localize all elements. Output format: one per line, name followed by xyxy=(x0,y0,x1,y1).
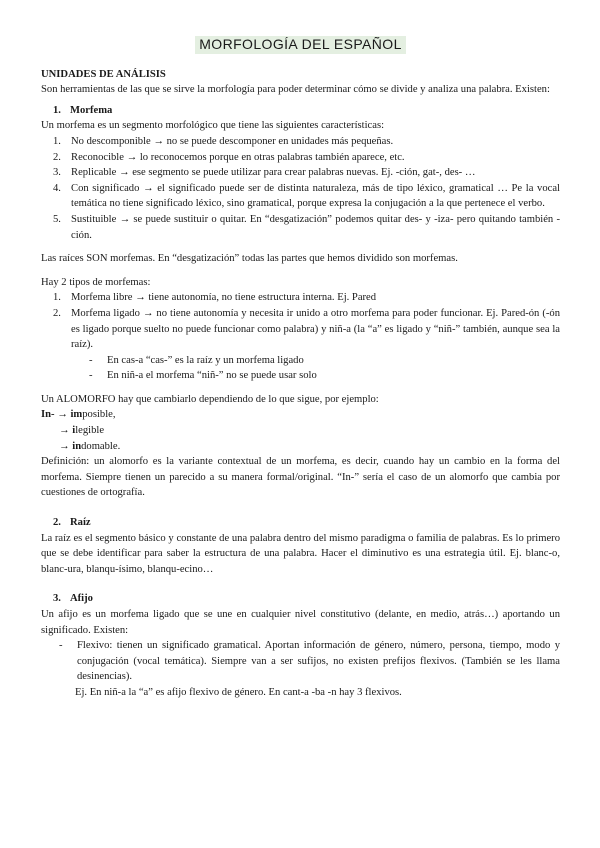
afijo-text: Un afijo es un morfema ligado que se une en cualquier nivel constitutivo (delante, en medio, atrás…) aportando un significado. Existen: xyxy=(41,609,560,636)
alomorfo-rest: posible, xyxy=(82,409,116,421)
list-number: 5. xyxy=(53,213,61,225)
alomorfo-label: In- xyxy=(41,409,55,421)
list-number: 2. xyxy=(53,307,61,319)
alomorfo-definicion: Definición: un alomorfo es la variante contextual de un morfema, es decir, cuando hay un cambio en la forma del morfema. Siempre tienen un parecido a su manera formal/original. “In-” sería el caso de un alomorfo que cambia por cuestiones de ortografía. xyxy=(41,456,560,499)
section-heading-afijo xyxy=(53,591,560,607)
list-text: No descomponible → no se puede descomponer en unidades más pequeñas. xyxy=(71,135,394,147)
document-page xyxy=(41,36,560,701)
morfema-intro: Un morfema es un segmento morfológico que tiene las siguientes características: xyxy=(41,120,385,132)
alomorfo-row xyxy=(41,423,560,439)
list-item xyxy=(53,290,560,306)
alomorfo-bold: im xyxy=(70,409,83,421)
tipos-intro: Hay 2 tipos de morfemas: xyxy=(41,276,151,288)
list-item xyxy=(53,181,560,212)
afijo-item-text: Flexivo: tienen un significado gramatical. Aportan información de género, número, persona, tiempo, modo y conjugación (vocal temática). Siempre van a ser sufijos, no existen prefijos flexivos. (También se les llama desinencias). xyxy=(77,640,560,683)
afijo-item xyxy=(41,638,560,685)
list-item xyxy=(53,212,560,243)
list-number: 1. xyxy=(53,292,61,304)
sub-item: - En cas-a “cas-” es la raíz y un morfema ligado xyxy=(89,353,560,369)
section-number: 1. xyxy=(53,104,61,116)
sub-item-text: En cas-a “cas-” es la raíz y un morfema ligado xyxy=(107,354,304,366)
list-number: 4. xyxy=(53,182,61,194)
dash-bullet: - xyxy=(59,640,63,652)
section-title: Raíz xyxy=(70,517,91,529)
raices-note: Las raíces SON morfemas. En “desgatización” todas las partes que hemos dividido son morfemas. xyxy=(41,253,458,265)
alomorfo-row xyxy=(41,407,560,423)
list-text: Replicable → ese segmento se puede utilizar para crear palabras nuevas. Ej. -ción, gat-, des- … xyxy=(71,167,476,179)
sub-item: - En niñ-a el morfema “niñ-” no se puede usar solo xyxy=(89,368,560,384)
alomorfo-row xyxy=(41,439,560,455)
section-title: Morfema xyxy=(70,104,113,116)
caracteristicas-list xyxy=(41,134,560,243)
alomorfo-rest: domable. xyxy=(81,440,121,452)
list-item xyxy=(53,134,560,150)
alomorfo-examples xyxy=(41,407,560,454)
list-number: 3. xyxy=(53,167,61,179)
arrow-icon: → xyxy=(59,440,70,452)
section-heading-raiz xyxy=(53,515,560,531)
list-text: Morfema libre → tiene autonomía, no tiene estructura interna. Ej. Pared xyxy=(71,292,377,304)
afijo-example: Ej. En niñ-a la “a” es afijo flexivo de género. En cant-a -ba -n hay 3 flexivos. xyxy=(75,686,402,698)
raiz-text: La raíz es el segmento básico y constante de una palabra dentro del mismo paradigma o familia de palabras. Es lo primero que se debe identificar para saber la estructura de una palabra. Hacer el diminutivo es una estrategia útil. Ej. blanc-o, blanc-ura, blanqu-ísimo, blanqu-ecino… xyxy=(41,532,560,575)
title-wrap xyxy=(41,36,560,55)
arrow-icon: → xyxy=(59,425,70,437)
list-text: Sustituible → se puede sustituir o quitar. En “desgatización” podemos quitar des- y -iza- pero quitando también -ción. xyxy=(71,213,560,241)
page-title: MORFOLOGÍA DEL ESPAÑOL xyxy=(195,36,406,54)
list-number: 1. xyxy=(53,135,61,147)
list-item xyxy=(53,150,560,166)
list-text: Reconocible → lo reconocemos porque en otras palabras también aparece, etc. xyxy=(71,151,405,163)
alomorfo-bold: in xyxy=(72,440,82,452)
tipos-list xyxy=(41,290,560,352)
list-text: Con significado → el significado puede ser de distinta naturaleza, más de tipo léxico, gramatical … Pe la vocal temática no tiene significado léxico, sino gramatical, porque expresa la conjugación a la que pertenece el verbo. xyxy=(71,182,560,210)
section-number: 2. xyxy=(53,517,61,529)
unidades-intro: Son herramientas de las que se sirve la morfología para poder determinar cómo se divide y analiza una palabra. Existen: xyxy=(41,84,550,96)
list-item xyxy=(53,306,560,353)
list-item xyxy=(53,165,560,181)
sub-item-text: En niñ-a el morfema “niñ-” no se puede usar solo xyxy=(107,370,317,382)
arrow-icon: → xyxy=(57,409,68,421)
list-text: Morfema ligado → no tiene autonomía y necesita ir unido a otro morfema para poder funcionar. Ej. Pared-ón (-ón es ligado porque suelto no puede funcionar como palabra) y niñ-a (la “a” es ligado y “niñ-” también, aunque sea la raíz). xyxy=(71,307,560,351)
section-title: Afijo xyxy=(70,593,93,605)
alomorfo-bold: i xyxy=(72,425,76,437)
alomorfo-intro: Un ALOMORFO hay que cambiarlo dependiendo de lo que sigue, por ejemplo: xyxy=(41,393,379,405)
alomorfo-rest: legible xyxy=(75,425,105,437)
list-number: 2. xyxy=(53,151,61,163)
section-heading-unidades: UNIDADES DE ANÁLISIS xyxy=(41,68,166,80)
section-number: 3. xyxy=(53,593,61,605)
section-heading-morfema xyxy=(53,103,560,119)
